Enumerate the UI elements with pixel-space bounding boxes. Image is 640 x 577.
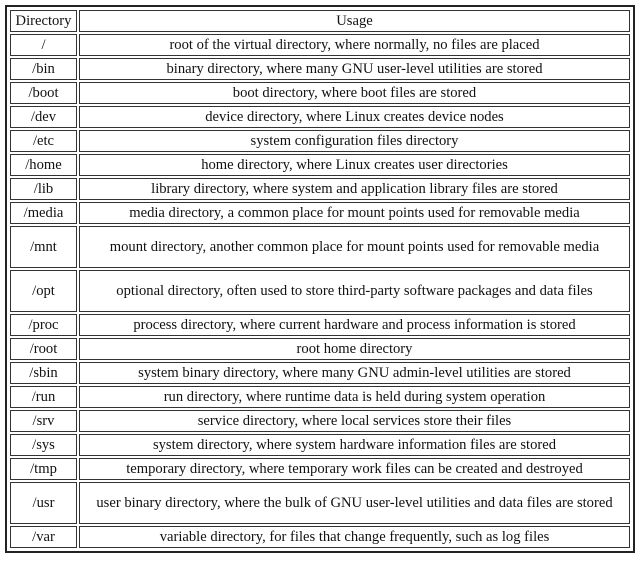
directory-cell: /sbin: [10, 362, 77, 384]
directory-cell: /var: [10, 526, 77, 548]
usage-cell: run directory, where runtime data is held during system operation: [79, 386, 630, 408]
table-row: [10, 82, 630, 104]
directory-cell: /lib: [10, 178, 77, 200]
table-row: [10, 362, 630, 384]
directory-cell: /usr: [10, 482, 77, 524]
table-row: [10, 106, 630, 128]
table-row: [10, 410, 630, 432]
table-row: [10, 154, 630, 176]
directory-cell: /opt: [10, 270, 77, 312]
header-directory: Directory: [10, 10, 77, 32]
usage-cell: mount directory, another common place for mount points used for removable media: [79, 226, 630, 268]
directory-cell: /sys: [10, 434, 77, 456]
table-row: [10, 178, 630, 200]
directory-table: [8, 8, 632, 550]
directory-cell: /srv: [10, 410, 77, 432]
usage-cell: media directory, a common place for mount points used for removable media: [79, 202, 630, 224]
table-row: [10, 338, 630, 360]
table-row: [10, 434, 630, 456]
directory-cell: /media: [10, 202, 77, 224]
table-row: [10, 34, 630, 56]
table-row: [10, 58, 630, 80]
table-header-row: [10, 10, 630, 32]
usage-cell: root of the virtual directory, where normally, no files are placed: [79, 34, 630, 56]
usage-cell: boot directory, where boot files are stored: [79, 82, 630, 104]
usage-cell: system binary directory, where many GNU admin-level utilities are stored: [79, 362, 630, 384]
table-row: [10, 482, 630, 524]
table-row: [10, 386, 630, 408]
usage-cell: system configuration files directory: [79, 130, 630, 152]
directory-cell: /etc: [10, 130, 77, 152]
directory-cell: /dev: [10, 106, 77, 128]
usage-cell: root home directory: [79, 338, 630, 360]
table-row: [10, 526, 630, 548]
usage-cell: service directory, where local services store their files: [79, 410, 630, 432]
usage-cell: home directory, where Linux creates user directories: [79, 154, 630, 176]
usage-cell: optional directory, often used to store third-party software packages and data files: [79, 270, 630, 312]
usage-cell: temporary directory, where temporary work files can be created and destroyed: [79, 458, 630, 480]
directory-cell: /bin: [10, 58, 77, 80]
table-row: [10, 314, 630, 336]
table-row: [10, 202, 630, 224]
directory-cell: /boot: [10, 82, 77, 104]
directory-cell: /root: [10, 338, 77, 360]
directory-cell: /home: [10, 154, 77, 176]
directory-cell: /tmp: [10, 458, 77, 480]
usage-cell: device directory, where Linux creates device nodes: [79, 106, 630, 128]
usage-cell: variable directory, for files that change frequently, such as log files: [79, 526, 630, 548]
usage-cell: library directory, where system and application library files are stored: [79, 178, 630, 200]
header-usage: Usage: [79, 10, 630, 32]
directory-cell: /run: [10, 386, 77, 408]
directory-table-frame: [5, 5, 635, 553]
directory-cell: /mnt: [10, 226, 77, 268]
directory-cell: /: [10, 34, 77, 56]
directory-cell: /proc: [10, 314, 77, 336]
usage-cell: binary directory, where many GNU user-level utilities are stored: [79, 58, 630, 80]
usage-cell: system directory, where system hardware information files are stored: [79, 434, 630, 456]
table-row: [10, 270, 630, 312]
usage-cell: process directory, where current hardware and process information is stored: [79, 314, 630, 336]
table-row: [10, 226, 630, 268]
usage-cell: user binary directory, where the bulk of GNU user-level utilities and data files are stored: [79, 482, 630, 524]
table-row: [10, 458, 630, 480]
table-row: [10, 130, 630, 152]
